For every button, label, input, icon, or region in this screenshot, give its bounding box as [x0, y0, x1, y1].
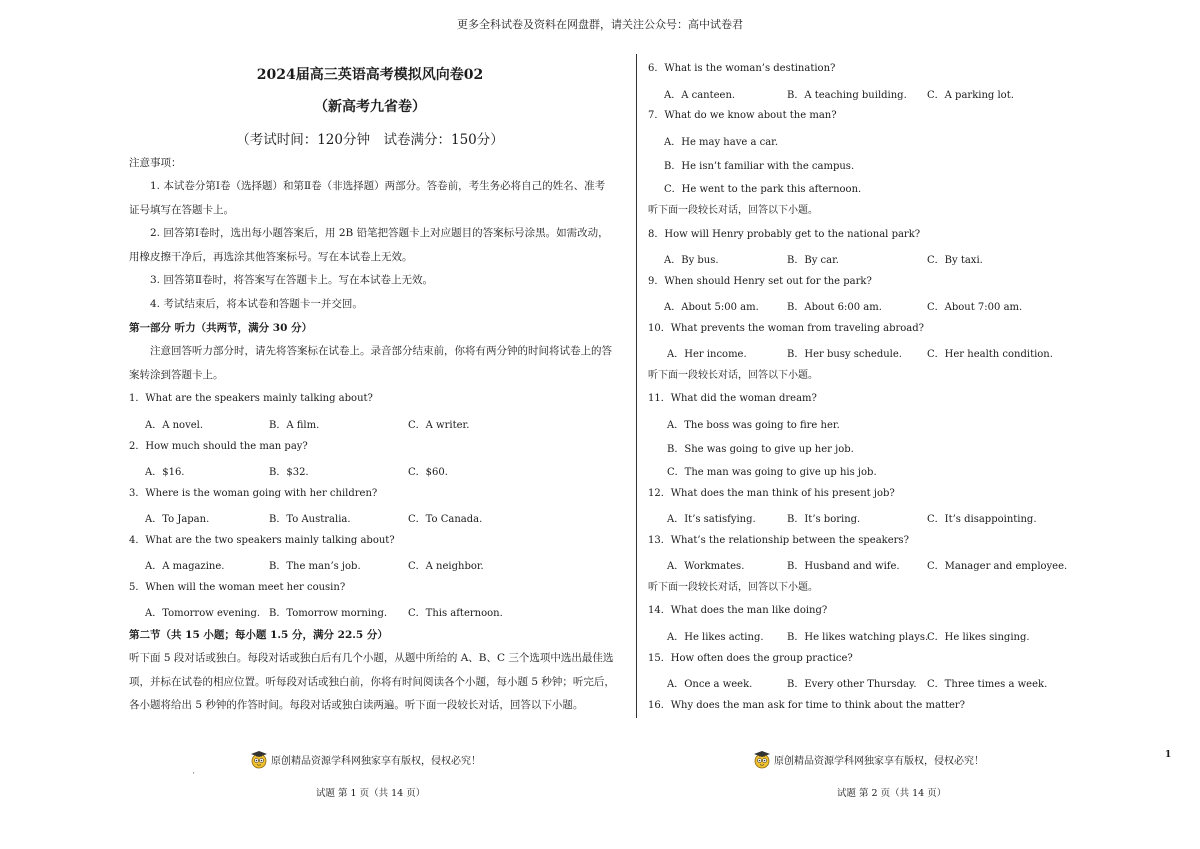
- option-12c: C．It’s disappointing.: [927, 514, 1037, 525]
- option-13b: B．Husband and wife.: [787, 561, 900, 572]
- notice-line: 4. 考试结束后，将本试卷和答题卡一并交回。: [129, 297, 363, 310]
- option-9c: C．About 7:00 am.: [927, 302, 1023, 313]
- section-instruction: 听下面一段较长对话，回答以下小题。: [648, 370, 818, 381]
- top-note: 更多全科试卷及资料在网盘群，请关注公众号：高中试卷君: [457, 18, 743, 31]
- page-number: 1: [1165, 750, 1172, 760]
- section2-line: 各小题将给出 5 秒钟的作答时间。每段对话或独白读两遍。听下面一段较长对话，回答以下小题。: [129, 699, 584, 711]
- option-2c: C．$60.: [408, 467, 448, 478]
- exam-subtitle: （新高考九省卷）: [314, 99, 426, 115]
- option-4c: C．A neighbor.: [408, 561, 484, 572]
- option-7b: B．He isn’t familiar with the campus.: [664, 161, 855, 172]
- section2-line: 听下面 5 段对话或独白。每段对话或独白后有几个小题，从题中所给的 A、B、C 三个选项中选出最佳选: [129, 652, 614, 664]
- question-1: 1．What are the speakers mainly talking about?: [129, 393, 373, 404]
- question-2: 2．How much should the man pay?: [129, 441, 308, 452]
- option-6b: B．A teaching building.: [787, 90, 907, 101]
- option-11b: B．She was going to give up her job.: [667, 444, 854, 455]
- option-3a: A．To Japan.: [145, 514, 210, 525]
- question-8: 8．How will Henry probably get to the national park?: [648, 229, 921, 240]
- question-14: 14．What does the man like doing?: [648, 605, 828, 616]
- option-10b: B．Her busy schedule.: [787, 349, 902, 360]
- option-1a: A．A novel.: [145, 420, 204, 431]
- part1-heading: 第一部分 听力（共两节，满分 30 分）: [129, 322, 313, 334]
- option-1b: B．A film.: [269, 420, 320, 431]
- scholar-mascot-icon: [249, 749, 269, 769]
- option-10c: C．Her health condition.: [927, 349, 1053, 360]
- exam-info: （考试时间：120分钟 试卷满分：150分）: [236, 132, 504, 148]
- notice-line: 2. 回答第Ⅰ卷时，选出每小题答案后，用 2B 铅笔把答题卡上对应题目的答案标号涂黑。如需改动，: [129, 227, 609, 239]
- option-8c: C．By taxi.: [927, 255, 983, 266]
- option-14c: C．He likes singing.: [927, 632, 1030, 643]
- question-5: 5．When will the woman meet her cousin?: [129, 582, 346, 593]
- option-14b: B．He likes watching plays.: [787, 632, 929, 643]
- option-6c: C．A parking lot.: [927, 90, 1014, 101]
- question-6: 6．What is the woman’s destination?: [648, 63, 836, 74]
- question-12: 12．What does the man think of his present job?: [648, 488, 895, 499]
- option-12a: A．It’s satisfying.: [667, 514, 756, 525]
- question-11: 11．What did the woman dream?: [648, 393, 817, 404]
- section2-instructions: [129, 647, 615, 718]
- notice-line: 1. 本试卷分第Ⅰ卷（选择题）和第Ⅱ卷（非选择题）两部分。答卷前，考生务必将自己的姓名、准考: [129, 180, 606, 192]
- option-10a: A．Her income.: [667, 349, 747, 360]
- option-9a: A．About 5:00 am.: [664, 302, 759, 313]
- option-4a: A．A magazine.: [145, 561, 225, 572]
- copyright-text: 原创精品资源学科网独家享有版权，侵权必究！: [271, 755, 481, 767]
- option-5a: A．Tomorrow evening.: [145, 608, 261, 619]
- column-divider: [636, 54, 637, 718]
- option-2a: A．$16.: [145, 467, 185, 478]
- question-13: 13．What’s the relationship between the speakers?: [648, 535, 909, 546]
- copyright-text: 原创精品资源学科网独家享有版权，侵权必究！: [774, 755, 984, 767]
- option-11a: A．The boss was going to fire her.: [667, 420, 840, 431]
- stray-mark: ': [193, 772, 195, 779]
- part1-line: 注意回答听力部分时，请先将答案标在试卷上。录音部分结束前，你将有两分钟的时间将试卷上的答: [129, 345, 612, 357]
- section-instruction: 听下面一段较长对话，回答以下小题。: [648, 205, 818, 216]
- notice-body: [129, 175, 609, 316]
- footer-page-right: 试题 第 2 页（共 14 页）: [837, 788, 947, 799]
- question-15: 15．How often does the group practice?: [648, 653, 853, 664]
- option-5b: B．Tomorrow morning.: [269, 608, 388, 619]
- copyright-badge-right: [752, 749, 984, 769]
- section2-heading: 第二节（共 15 小题；每小题 1.5 分，满分 22.5 分）: [129, 629, 388, 641]
- question-9: 9．When should Henry set out for the park?: [648, 276, 872, 287]
- question-7: 7．What do we know about the man?: [648, 110, 837, 121]
- question-3: 3．Where is the woman going with her children?: [129, 488, 378, 499]
- option-8a: A．By bus.: [664, 255, 719, 266]
- question-10: 10．What prevents the woman from traveling abroad?: [648, 323, 925, 334]
- notice-line: 用橡皮擦干净后，再选涂其他答案标号。写在本试卷上无效。: [129, 250, 413, 263]
- notice-line: 3. 回答第Ⅱ卷时，将答案写在答题卡上。写在本试卷上无效。: [129, 274, 433, 286]
- option-7c: C．He went to the park this afternoon.: [664, 184, 862, 195]
- exam-title: 2024届高三英语高考模拟风向卷02: [256, 67, 484, 83]
- option-6a: A．A canteen.: [664, 90, 736, 101]
- notice-line: 证号填写在答题卡上。: [129, 203, 234, 216]
- option-13a: A．Workmates.: [667, 561, 745, 572]
- option-8b: B．By car.: [787, 255, 839, 266]
- scholar-mascot-icon: [752, 749, 772, 769]
- option-11c: C．The man was going to give up his job.: [667, 467, 877, 478]
- question-16: 16．Why does the man ask for time to think about the matter?: [648, 700, 966, 711]
- option-5c: C．This afternoon.: [408, 608, 503, 619]
- option-14a: A．He likes acting.: [667, 632, 764, 643]
- option-3b: B．To Australia.: [269, 514, 351, 525]
- option-12b: B．It’s boring.: [787, 514, 861, 525]
- notice-heading: 注意事项：: [129, 157, 182, 169]
- option-15a: A．Once a week.: [667, 679, 753, 690]
- question-4: 4．What are the two speakers mainly talking about?: [129, 535, 395, 546]
- option-13c: C．Manager and employee.: [927, 561, 1068, 572]
- part1-instructions: [129, 340, 612, 387]
- option-15c: C．Three times a week.: [927, 679, 1048, 690]
- option-4b: B．The man’s job.: [269, 561, 361, 572]
- footer-page-left: 试题 第 1 页（共 14 页）: [316, 788, 426, 799]
- section-instruction: 听下面一段较长对话，回答以下小题。: [648, 582, 818, 593]
- option-9b: B．About 6:00 am.: [787, 302, 882, 313]
- option-15b: B．Every other Thursday.: [787, 679, 917, 690]
- part1-line: 案转涂到答题卡上。: [129, 368, 224, 381]
- copyright-badge-left: [249, 749, 481, 769]
- option-2b: B．$32.: [269, 467, 309, 478]
- option-1c: C．A writer.: [408, 420, 470, 431]
- option-3c: C．To Canada.: [408, 514, 483, 525]
- section2-line: 项，并标在试卷的相应位置。听每段对话或独白前，你将有时间阅读各个小题，每小题 5 秒钟；听完后，: [129, 675, 615, 688]
- option-7a: A．He may have a car.: [664, 137, 779, 148]
